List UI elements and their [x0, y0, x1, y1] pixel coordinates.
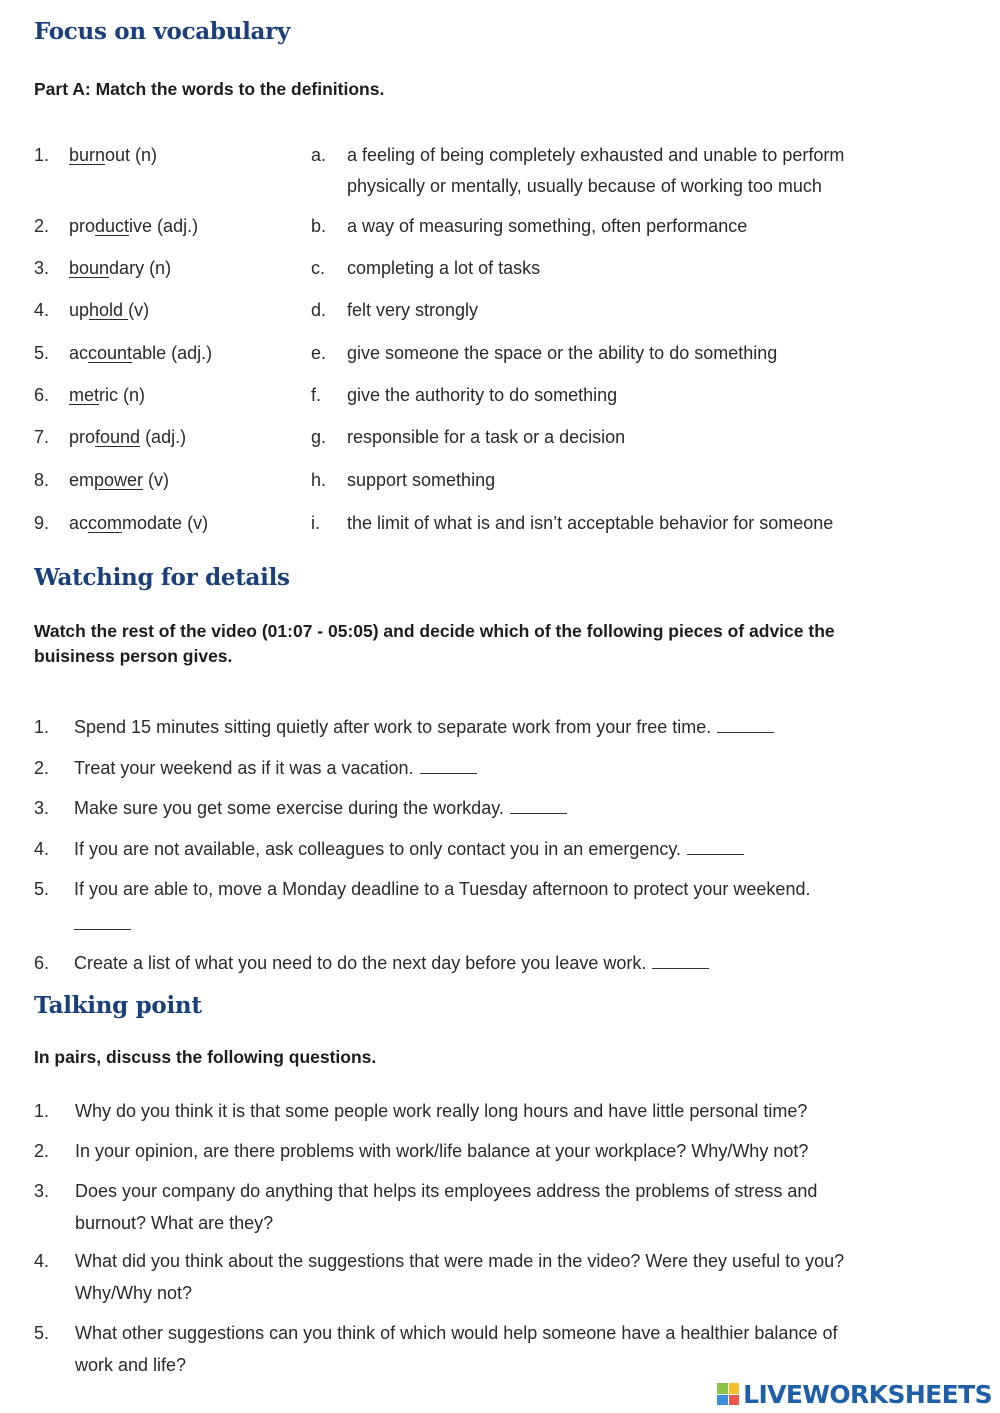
talking-instruction: In pairs, discuss the following questions. — [34, 1047, 377, 1067]
vocab-word-post: (adj.) — [140, 427, 187, 447]
vocab-word-post: ive (adj.) — [129, 216, 199, 236]
vocab-word-pre: ac — [69, 513, 89, 533]
question-text: What other suggestions can you think of which would help someone have a healthier balance of — [75, 1323, 838, 1343]
details-item — [74, 833, 974, 865]
answer-blank[interactable] — [717, 720, 774, 733]
vocab-word-stress: found — [95, 427, 141, 447]
vocab-word-stress: boun — [69, 258, 110, 278]
details-item-text: Spend 15 minutes sitting quietly after work to separate work from your free time. — [74, 717, 712, 737]
vocab-word-stress: met — [69, 385, 100, 405]
vocab-word — [69, 294, 149, 326]
details-item — [74, 752, 974, 784]
answer-blank[interactable] — [652, 956, 709, 969]
vocab-word-number: 9. — [34, 513, 50, 533]
vocab-word — [69, 337, 212, 369]
answer-blank[interactable] — [687, 842, 744, 855]
vocab-word-pre: em — [69, 470, 95, 490]
definition-letter: i. — [311, 513, 320, 533]
details-heading: Watching for details — [34, 564, 290, 591]
definition-letter: a. — [311, 145, 327, 165]
question-number: 2. — [34, 1141, 50, 1161]
definition-text: give someone the space or the ability to do something — [347, 343, 778, 363]
definition-text-line2: physically or mentally, usually because of working too much — [347, 176, 822, 196]
definition-letter: d. — [311, 300, 327, 320]
liveworksheets-logo[interactable] — [717, 1379, 992, 1409]
vocab-word-post: out (n) — [105, 145, 158, 165]
definition-letter: f. — [311, 385, 322, 405]
vocab-word-stress: power — [94, 470, 144, 490]
question-number: 3. — [34, 1181, 50, 1201]
details-item — [74, 873, 974, 905]
details-item-number: 6. — [34, 953, 50, 973]
details-instruction-line1: Watch the rest of the video (01:07 - 05:05) and decide which of the following pieces of advice the — [34, 621, 835, 641]
vocab-word-number: 6. — [34, 385, 50, 405]
vocab-word-post: modate (v) — [122, 513, 209, 533]
vocab-word-stress: com — [88, 513, 123, 533]
vocab-word-post: (v) — [128, 300, 150, 320]
vocab-word-stress: duct — [95, 216, 130, 236]
details-item-text: Make sure you get some exercise during the workday. — [74, 798, 504, 818]
question-number: 1. — [34, 1101, 50, 1121]
definition-text: support something — [347, 470, 496, 490]
definition-letter: c. — [311, 258, 326, 278]
vocab-word — [69, 507, 208, 539]
vocab-instruction: Part A: Match the words to the definitions. — [34, 79, 385, 99]
vocab-word-number: 7. — [34, 427, 50, 447]
vocab-word-pre: pro — [69, 427, 96, 447]
answer-blank[interactable] — [420, 761, 477, 774]
details-item — [74, 711, 974, 743]
question-number: 5. — [34, 1323, 50, 1343]
question-number: 4. — [34, 1251, 50, 1271]
vocab-word — [69, 210, 198, 242]
vocab-word-post: able (adj.) — [132, 343, 213, 363]
details-item-text: If you are not available, ask colleagues to only contact you in an emergency. — [74, 839, 682, 859]
definition-text: the limit of what is and isn’t acceptable behavior for someone — [347, 513, 834, 533]
answer-blank[interactable] — [510, 801, 567, 814]
question-text-line2: work and life? — [75, 1355, 187, 1375]
vocab-word-number: 3. — [34, 258, 50, 278]
vocab-word-number: 1. — [34, 145, 50, 165]
vocab-word — [69, 139, 157, 171]
vocab-word-post: ric (n) — [99, 385, 146, 405]
vocab-word — [69, 252, 171, 284]
definition-letter: b. — [311, 216, 327, 236]
definition-text: a feeling of being completely exhausted and unable to perform — [347, 145, 845, 165]
talking-heading: Talking point — [34, 992, 202, 1019]
details-item-number: 1. — [34, 717, 50, 737]
vocab-word — [69, 464, 169, 496]
question-text-line2: Why/Why not? — [75, 1283, 193, 1303]
definition-text: felt very strongly — [347, 300, 479, 320]
answer-blank[interactable] — [74, 929, 131, 930]
vocab-heading: Focus on vocabulary — [34, 18, 291, 45]
definition-text: responsible for a task or a decision — [347, 427, 626, 447]
definition-text: give the authority to do something — [347, 385, 618, 405]
vocab-word-number: 5. — [34, 343, 50, 363]
vocab-word-stress: hold — [89, 300, 129, 320]
logo-text: LIVEWORKSHEETS — [743, 1379, 992, 1409]
vocab-word-number: 2. — [34, 216, 50, 236]
definition-letter: h. — [311, 470, 327, 490]
details-item-text: Create a list of what you need to do the next day before you leave work. — [74, 953, 647, 973]
question-text: Does your company do anything that helps its employees address the problems of stress and — [75, 1181, 818, 1201]
details-item-number: 3. — [34, 798, 50, 818]
question-text: In your opinion, are there problems with work/life balance at your workplace? Why/Why not? — [75, 1141, 809, 1161]
details-item — [74, 792, 974, 824]
definition-letter: e. — [311, 343, 327, 363]
details-item — [74, 947, 974, 979]
vocab-word-pre: pro — [69, 216, 96, 236]
definition-text: a way of measuring something, often performance — [347, 216, 748, 236]
details-item-text: If you are able to, move a Monday deadline to a Tuesday afternoon to protect your weekend. — [74, 879, 811, 899]
vocab-word — [69, 379, 145, 411]
definition-text: completing a lot of tasks — [347, 258, 541, 278]
details-instruction-line2: buisiness person gives. — [34, 646, 233, 666]
definition-letter: g. — [311, 427, 327, 447]
details-instruction — [34, 621, 964, 667]
vocab-word-post: (v) — [143, 470, 170, 490]
vocab-word-pre: ac — [69, 343, 89, 363]
liveworksheets-logo-icon — [717, 1383, 739, 1405]
question-text-line2: burnout? What are they? — [75, 1213, 274, 1233]
vocab-word-post: dary (n) — [109, 258, 172, 278]
details-item-number: 4. — [34, 839, 50, 859]
vocab-word-number: 8. — [34, 470, 50, 490]
vocab-word-number: 4. — [34, 300, 50, 320]
details-item-number: 2. — [34, 758, 50, 778]
details-item-text: Treat your weekend as if it was a vacation. — [74, 758, 414, 778]
vocab-word-pre: up — [69, 300, 90, 320]
vocab-word-stress: burn — [69, 145, 106, 165]
question-text: What did you think about the suggestions that were made in the video? Were they useful to you? — [75, 1251, 845, 1271]
vocab-word-stress: count — [88, 343, 133, 363]
vocab-word — [69, 421, 186, 453]
question-text: Why do you think it is that some people work really long hours and have little personal time? — [75, 1101, 808, 1121]
details-item-number: 5. — [34, 879, 50, 899]
